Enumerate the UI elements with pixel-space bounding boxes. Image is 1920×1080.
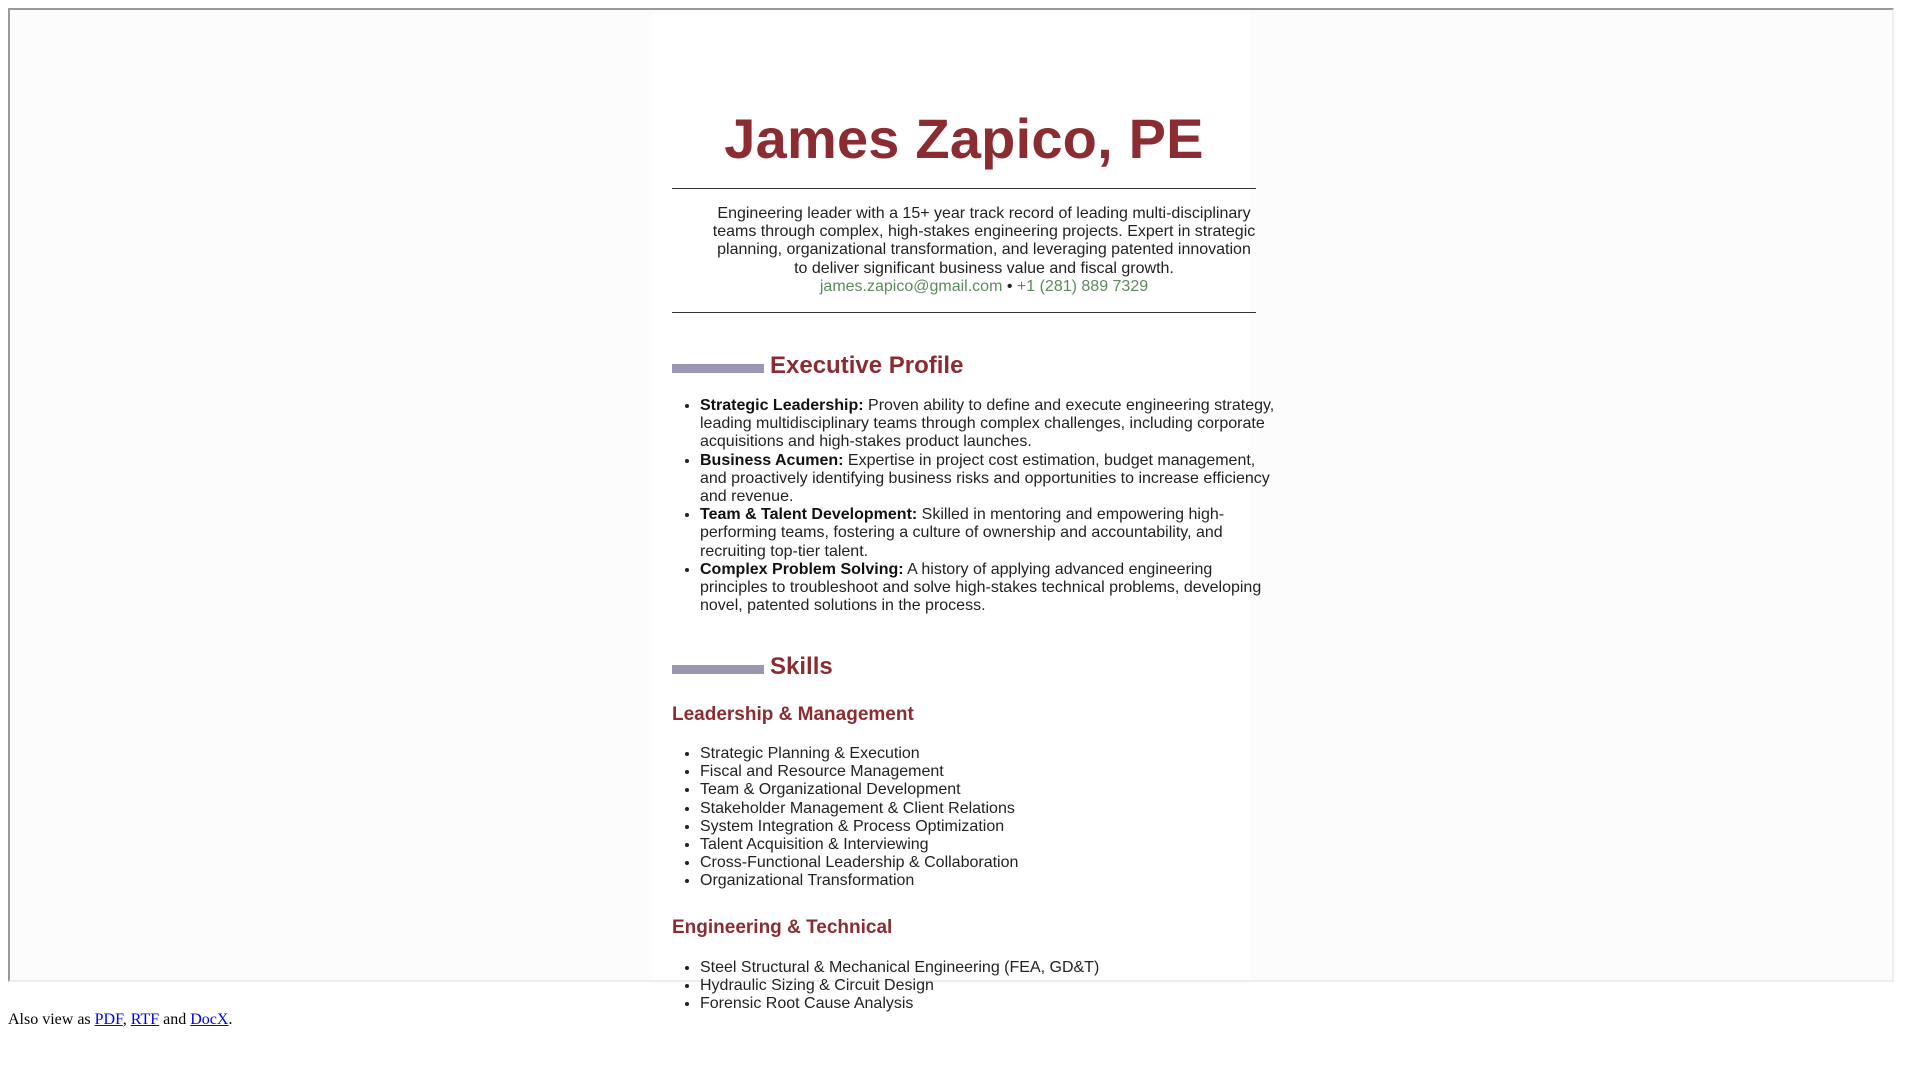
item-label: Team & Talent Development: <box>700 506 918 524</box>
executive-profile-list <box>672 397 1284 615</box>
alternate-formats-footer <box>8 1011 232 1029</box>
section-heading-skills <box>672 650 1256 684</box>
header-divider-bottom <box>672 312 1256 313</box>
section-bar-decoration <box>672 665 764 674</box>
contact-separator: • <box>1002 277 1017 295</box>
item-text: Proven ability to define and execute engineering strategy, leading multidisciplinary teams through complex challenges, including corporate acquisitions and high-stakes product launches. <box>700 397 1275 451</box>
skills-group-title-engineering: Engineering & Technical <box>672 917 893 938</box>
resume-iframe[interactable] <box>8 8 1894 1013</box>
item-label: Complex Problem Solving: <box>700 560 904 578</box>
list-item <box>700 506 1284 561</box>
section-heading-executive-profile <box>672 349 1256 383</box>
list-item: • Fiscal and Resource Management <box>700 763 1284 781</box>
list-item: • System Integration & Process Optimization <box>700 818 1284 836</box>
footer-separator: and <box>159 1011 191 1028</box>
section-title: Skills <box>770 653 833 680</box>
contact-line <box>820 278 1148 295</box>
skills-list-engineering <box>672 959 1284 1014</box>
header-divider-top <box>672 188 1256 189</box>
item-text: Skilled in mentoring and empowering high-performing teams, fostering a culture of ownership and accountability, and recruiting top-tier talent. <box>700 506 1225 560</box>
skills-list-leadership <box>672 745 1284 891</box>
list-item <box>700 397 1284 452</box>
rtf-link[interactable]: RTF <box>130 1011 160 1028</box>
footer-suffix: . <box>228 1011 233 1028</box>
list-item: • Team & Organizational Development <box>700 781 1284 799</box>
item-text: Expertise in project cost estimation, budget management, and proactively identifying business risks and opportunities to increase efficiency and revenue. <box>700 451 1270 506</box>
list-item: • Cross-Functional Leadership & Collaboration <box>700 854 1284 872</box>
list-item: • Hydraulic Sizing & Circuit Design <box>700 977 1284 995</box>
email-link[interactable]: james.zapico@gmail.com <box>819 277 1003 295</box>
list-item: • Stakeholder Management & Client Relations <box>700 800 1284 818</box>
list-item <box>700 452 1284 507</box>
list-item: • Strategic Planning & Execution <box>700 745 1284 763</box>
footer-prefix: Also view as <box>8 1011 95 1028</box>
footer-separator: , <box>122 1011 131 1028</box>
pdf-link[interactable]: PDF <box>94 1011 123 1028</box>
list-item: • Forensic Root Cause Analysis <box>700 995 1284 1013</box>
list-item: • Steel Structural & Mechanical Engineering (FEA, GD&T) <box>700 959 1284 977</box>
section-title: Executive Profile <box>770 352 964 379</box>
item-label: Strategic Leadership: <box>700 397 864 414</box>
resume-page <box>652 10 1275 1013</box>
skills-group-title-leadership: Leadership & Management <box>672 704 914 725</box>
phone-link[interactable]: +1 (281) 889 7329 <box>1016 277 1149 295</box>
resume-name: James Zapico, PE <box>724 107 1204 170</box>
list-item: • Talent Acquisition & Interviewing <box>700 836 1284 854</box>
list-item <box>700 561 1284 616</box>
list-item: • Organizational Transformation <box>700 872 1284 890</box>
item-text: A history of applying advanced engineering principles to troubleshoot and solve high-stakes technical problems, developing novel, patented solutions in the process. <box>700 560 1262 615</box>
item-label: Business Acumen: <box>700 451 844 469</box>
section-bar-decoration <box>672 364 764 373</box>
docx-link[interactable]: DocX <box>190 1011 229 1028</box>
resume-summary <box>712 205 1256 296</box>
summary-text: Engineering leader with a 15+ year track record of leading multi-disciplinary teams through complex, high-stakes engineering projects. Expert in strategic planning, organizational transformation, and leveraging patented innovation to deliver significant business value and fiscal growth. <box>712 205 1256 277</box>
